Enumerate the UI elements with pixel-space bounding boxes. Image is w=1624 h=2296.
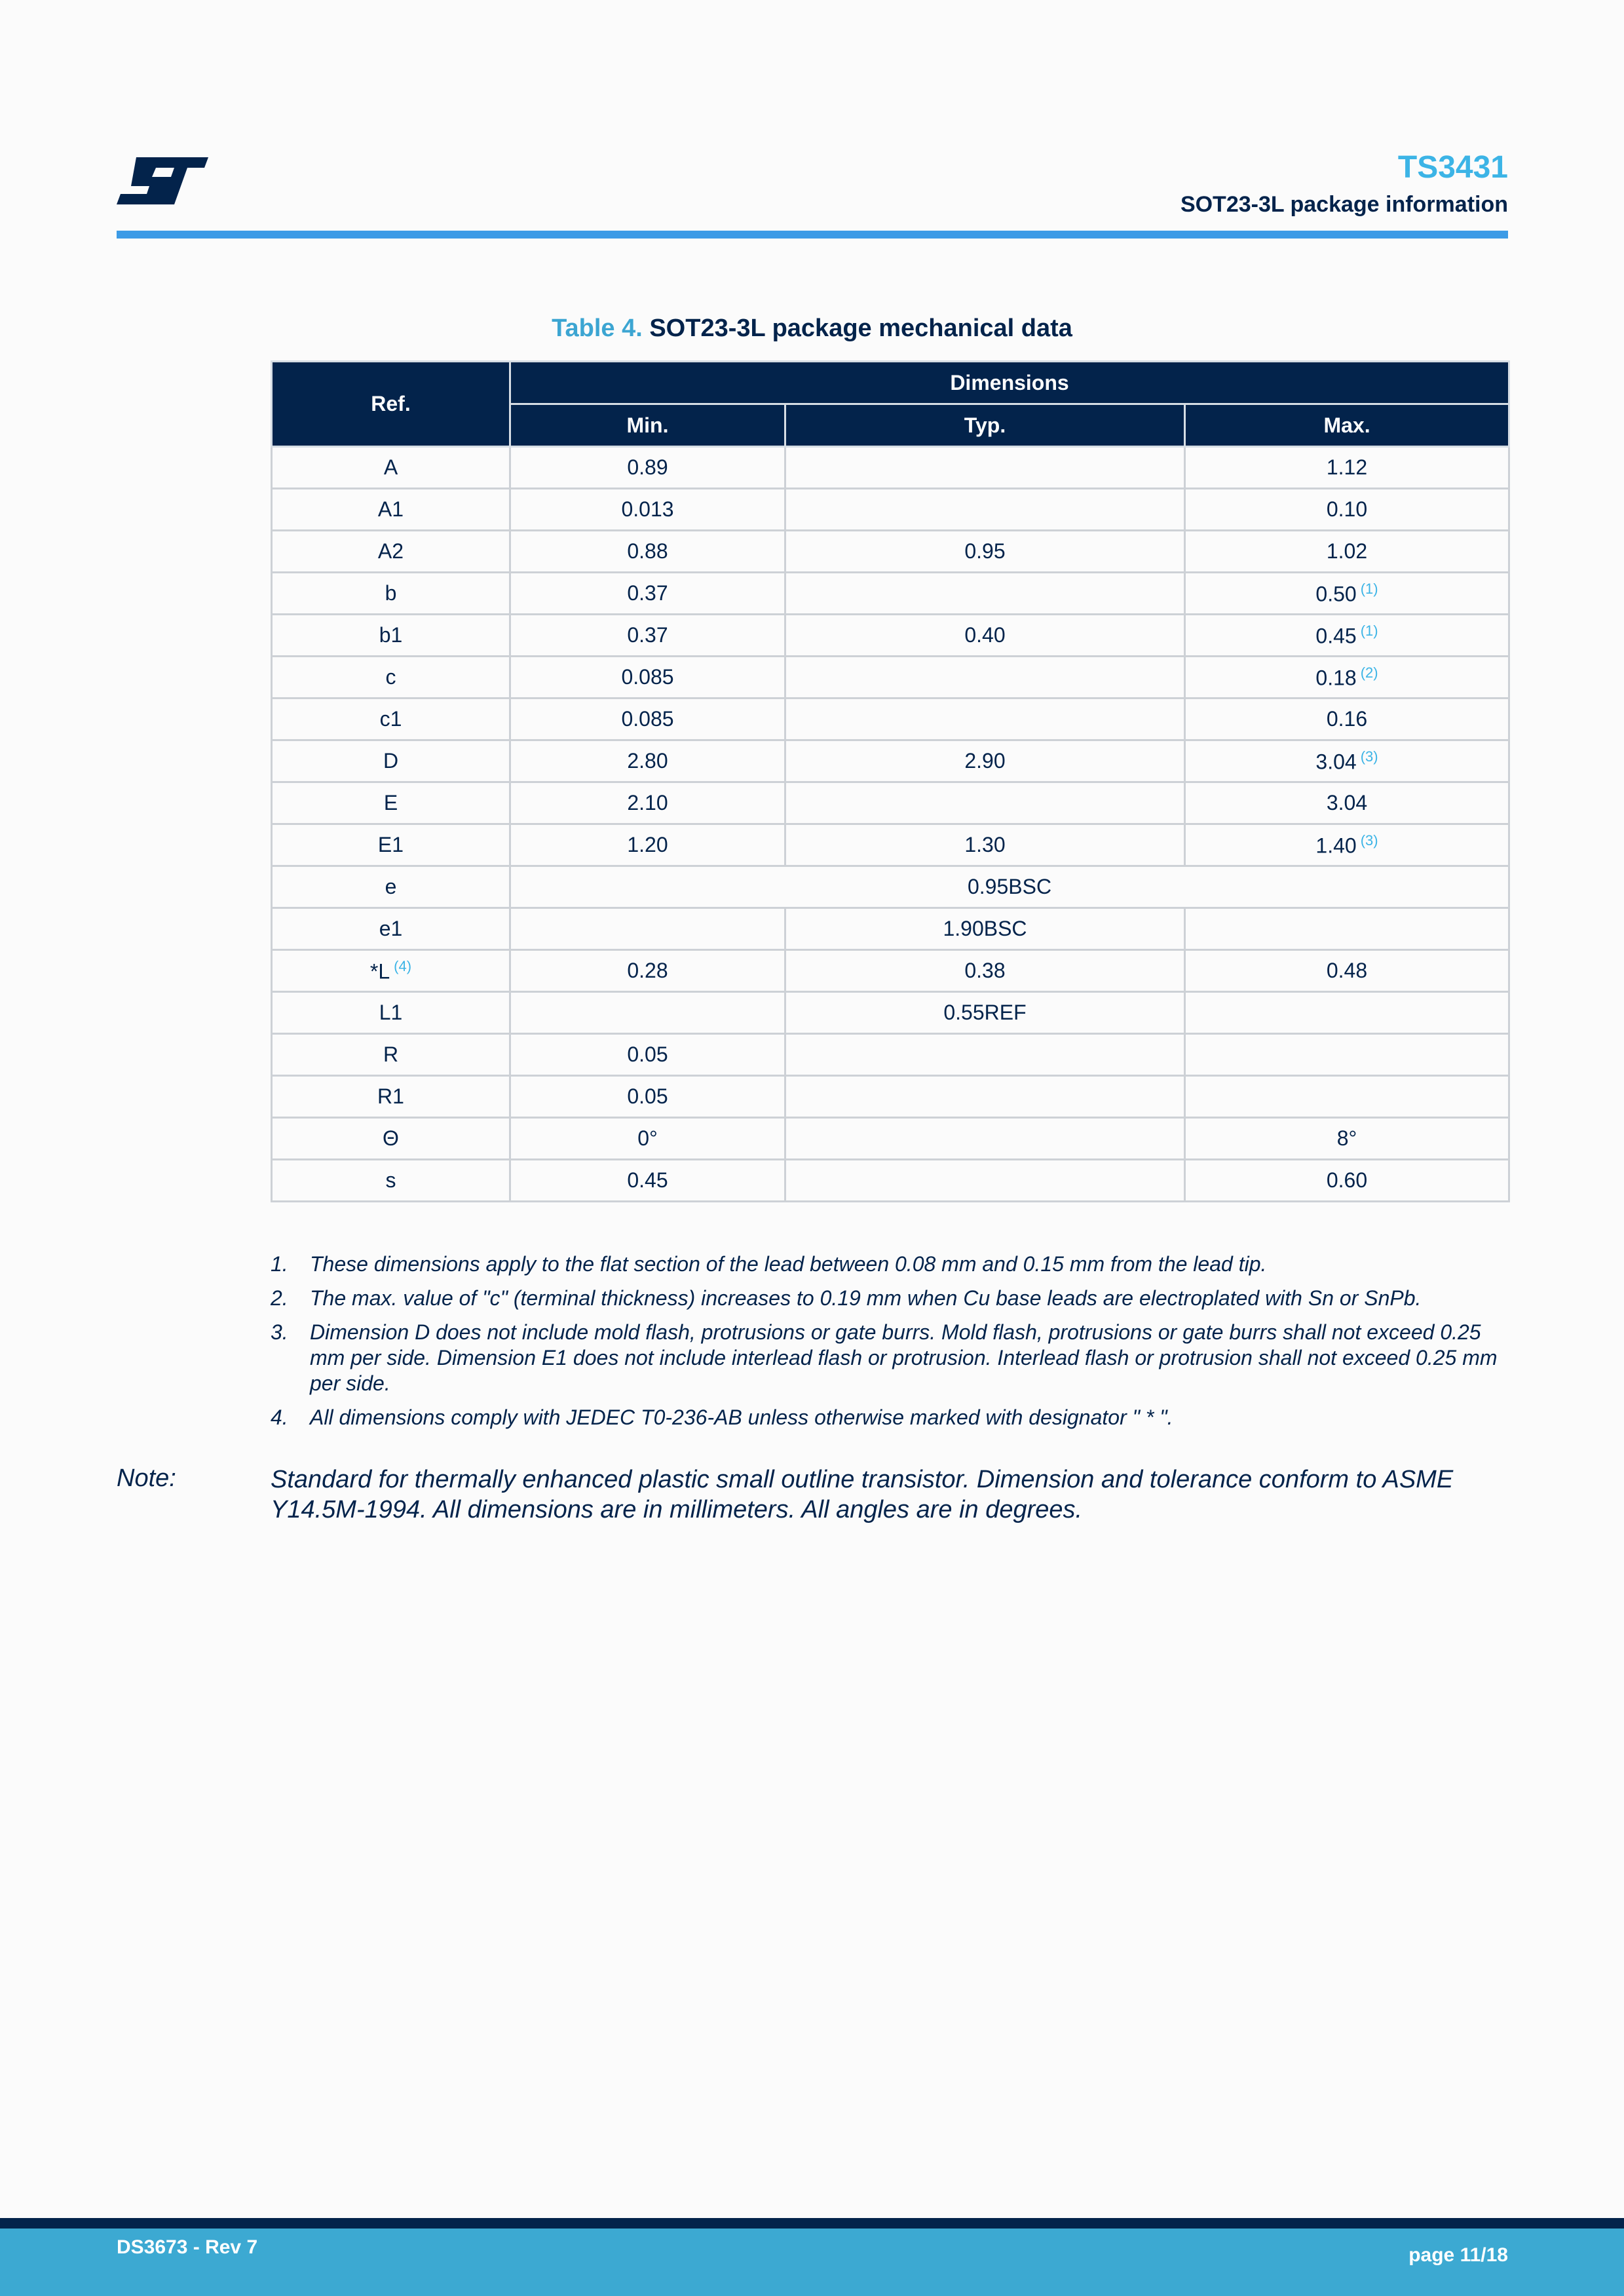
cell-ref bbox=[272, 908, 510, 950]
cell-max-value: 3.04 bbox=[1326, 791, 1368, 814]
cell-span bbox=[510, 866, 1509, 908]
table-row bbox=[272, 740, 1509, 782]
cell-max bbox=[1185, 740, 1509, 782]
footnote-ref: (1) bbox=[1360, 622, 1378, 639]
cell-max-value: 0.45 bbox=[1315, 624, 1357, 648]
cell-ref bbox=[272, 1160, 510, 1202]
footnote-ref: (1) bbox=[1360, 580, 1378, 597]
doc-id: DS3673 - Rev 7 bbox=[117, 2236, 258, 2258]
cell-typ-value: 0.55REF bbox=[943, 1001, 1027, 1024]
footnote-item bbox=[271, 1320, 1515, 1396]
cell-min-value: 0.085 bbox=[621, 665, 674, 689]
cell-typ-value: 2.90 bbox=[964, 749, 1006, 773]
cell-typ bbox=[785, 950, 1185, 992]
table-row bbox=[272, 992, 1509, 1034]
cell-max bbox=[1185, 782, 1509, 824]
table-row bbox=[272, 531, 1509, 573]
cell-min bbox=[510, 1118, 785, 1160]
cell-typ-value: 0.38 bbox=[964, 959, 1006, 982]
cell-min-value: 0° bbox=[637, 1126, 658, 1150]
cell-min bbox=[510, 698, 785, 740]
mechanical-data-table bbox=[271, 360, 1510, 1202]
cell-ref bbox=[272, 1034, 510, 1076]
cell-typ bbox=[785, 489, 1185, 531]
footnote-item bbox=[271, 1252, 1515, 1277]
cell-max-value: 8° bbox=[1336, 1126, 1357, 1150]
table-row bbox=[272, 950, 1509, 992]
table-row bbox=[272, 824, 1509, 866]
cell-min bbox=[510, 1034, 785, 1076]
product-title: TS3431 bbox=[1397, 150, 1508, 185]
cell-typ bbox=[785, 740, 1185, 782]
footnote-text: Dimension D does not include mold flash, protrusions or gate burrs. Mold flash, protrusions or gate burrs shall not exceed 0.25 mm per side. Dimension E1 does not include interlead flash or protrusion. Interlead flash or protrusion shall not exceed 0.25 mm per side. bbox=[310, 1320, 1498, 1395]
cell-max bbox=[1185, 698, 1509, 740]
cell-typ-value: 1.90BSC bbox=[943, 917, 1027, 940]
cell-ref bbox=[272, 531, 510, 573]
footnote-number: 2. bbox=[271, 1286, 288, 1310]
table-body bbox=[272, 447, 1509, 1202]
cell-ref-value: c1 bbox=[379, 707, 402, 731]
cell-min bbox=[510, 615, 785, 657]
cell-max bbox=[1185, 992, 1509, 1034]
cell-ref-value: D bbox=[383, 749, 399, 773]
table-row bbox=[272, 866, 1509, 908]
cell-ref bbox=[272, 447, 510, 489]
cell-ref bbox=[272, 657, 510, 698]
cell-max bbox=[1185, 615, 1509, 657]
cell-ref-value: L1 bbox=[379, 1001, 403, 1024]
footnotes bbox=[271, 1252, 1515, 1439]
table-row bbox=[272, 908, 1509, 950]
cell-ref-value: e1 bbox=[379, 917, 403, 940]
cell-max-value: 0.60 bbox=[1326, 1168, 1368, 1192]
cell-min bbox=[510, 824, 785, 866]
st-logo bbox=[117, 155, 208, 207]
cell-typ-value: 0.95 bbox=[964, 539, 1006, 563]
cell-min-value: 0.37 bbox=[627, 581, 668, 605]
cell-typ bbox=[785, 1160, 1185, 1202]
cell-ref bbox=[272, 698, 510, 740]
cell-min bbox=[510, 1160, 785, 1202]
table-row bbox=[272, 489, 1509, 531]
table-row bbox=[272, 1076, 1509, 1118]
header-max: Max. bbox=[1185, 404, 1509, 447]
cell-ref-value: e bbox=[385, 875, 397, 898]
cell-typ bbox=[785, 573, 1185, 615]
table-row bbox=[272, 615, 1509, 657]
cell-typ bbox=[785, 908, 1185, 950]
cell-typ bbox=[785, 1034, 1185, 1076]
cell-min-value: 0.45 bbox=[627, 1168, 668, 1192]
cell-ref-value: *L bbox=[369, 959, 390, 984]
footnote-ref: (2) bbox=[1360, 664, 1378, 681]
cell-typ bbox=[785, 1118, 1185, 1160]
cell-ref bbox=[272, 782, 510, 824]
cell-span-value: 0.95BSC bbox=[967, 875, 1052, 898]
cell-min-value: 0.28 bbox=[627, 959, 668, 982]
cell-ref-value: s bbox=[385, 1168, 396, 1192]
cell-max bbox=[1185, 824, 1509, 866]
cell-max bbox=[1185, 1034, 1509, 1076]
cell-ref bbox=[272, 866, 510, 908]
cell-max-value: 0.10 bbox=[1326, 497, 1368, 521]
footnote-ref: (3) bbox=[1360, 832, 1378, 849]
cell-ref-value: E1 bbox=[377, 833, 404, 856]
cell-min bbox=[510, 740, 785, 782]
footnote-ref: (4) bbox=[394, 957, 412, 974]
cell-ref bbox=[272, 950, 510, 992]
cell-min-value: 1.20 bbox=[627, 833, 668, 856]
cell-max-value: 0.18 bbox=[1315, 666, 1357, 690]
cell-ref bbox=[272, 824, 510, 866]
cell-max bbox=[1185, 908, 1509, 950]
cell-ref bbox=[272, 1118, 510, 1160]
section-title: SOT23-3L package information bbox=[1180, 192, 1508, 217]
cell-max bbox=[1185, 1076, 1509, 1118]
cell-max-value: 1.02 bbox=[1326, 539, 1368, 563]
cell-typ bbox=[785, 657, 1185, 698]
footnote-text: The max. value of "c" (terminal thickness) increases to 0.19 mm when Cu base leads are electroplated with Sn or SnPb. bbox=[310, 1286, 1422, 1310]
cell-max bbox=[1185, 1118, 1509, 1160]
footnote-text: All dimensions comply with JEDEC T0-236-AB unless otherwise marked with designator " * ". bbox=[310, 1406, 1173, 1429]
header-ref: Ref. bbox=[272, 362, 510, 447]
cell-min bbox=[510, 657, 785, 698]
cell-typ-value: 0.40 bbox=[964, 623, 1006, 647]
cell-ref bbox=[272, 1076, 510, 1118]
cell-typ-value: 1.30 bbox=[964, 833, 1006, 856]
footnote-item bbox=[271, 1405, 1515, 1430]
cell-min-value: 0.89 bbox=[627, 455, 668, 479]
cell-ref-value: A2 bbox=[377, 539, 404, 563]
cell-ref-value: b1 bbox=[379, 623, 403, 647]
cell-typ bbox=[785, 992, 1185, 1034]
cell-min bbox=[510, 782, 785, 824]
header-dimensions: Dimensions bbox=[510, 362, 1509, 404]
cell-max bbox=[1185, 1160, 1509, 1202]
cell-max bbox=[1185, 489, 1509, 531]
cell-ref-value: A1 bbox=[377, 497, 404, 521]
cell-min-value: 2.10 bbox=[627, 791, 668, 814]
cell-max bbox=[1185, 447, 1509, 489]
cell-max-value: 0.50 bbox=[1315, 582, 1357, 606]
cell-typ bbox=[785, 782, 1185, 824]
table-row bbox=[272, 1160, 1509, 1202]
cell-min-value: 0.085 bbox=[621, 707, 674, 731]
cell-ref-value: R1 bbox=[377, 1084, 404, 1108]
cell-ref bbox=[272, 615, 510, 657]
cell-min-value: 0.05 bbox=[627, 1043, 668, 1066]
cell-max-value: 3.04 bbox=[1315, 750, 1357, 774]
footer-rule bbox=[0, 2218, 1624, 2229]
cell-min bbox=[510, 447, 785, 489]
cell-min bbox=[510, 992, 785, 1034]
cell-min-value: 2.80 bbox=[627, 749, 668, 773]
cell-typ bbox=[785, 447, 1185, 489]
table-row bbox=[272, 447, 1509, 489]
cell-ref bbox=[272, 573, 510, 615]
cell-max-value: 0.48 bbox=[1326, 959, 1368, 982]
cell-typ bbox=[785, 615, 1185, 657]
cell-max-value: 1.40 bbox=[1315, 833, 1357, 858]
cell-max-value: 0.16 bbox=[1326, 707, 1368, 731]
table-title: SOT23-3L package mechanical data bbox=[649, 315, 1072, 342]
footnote-number: 3. bbox=[271, 1320, 288, 1344]
note-text: Standard for thermally enhanced plastic small outline transistor. Dimension and tolerance conform to ASME Y14.5M-1994. All dimensions are in millimeters. All angles are in degrees. bbox=[271, 1466, 1454, 1523]
note-label: Note: bbox=[117, 1464, 176, 1492]
table-row bbox=[272, 782, 1509, 824]
table-row bbox=[272, 657, 1509, 698]
footnote-number: 1. bbox=[271, 1252, 288, 1276]
cell-min bbox=[510, 489, 785, 531]
cell-min-value: 0.05 bbox=[627, 1084, 668, 1108]
cell-typ bbox=[785, 824, 1185, 866]
cell-max bbox=[1185, 573, 1509, 615]
table-caption bbox=[0, 315, 1624, 343]
footnote-text: These dimensions apply to the flat section of the lead between 0.08 mm and 0.15 mm from the lead tip. bbox=[310, 1252, 1267, 1276]
table-row bbox=[272, 698, 1509, 740]
cell-ref-value: Θ bbox=[383, 1126, 399, 1150]
cell-max bbox=[1185, 950, 1509, 992]
cell-ref bbox=[272, 992, 510, 1034]
table-row bbox=[272, 1034, 1509, 1076]
cell-ref-value: b bbox=[385, 581, 397, 605]
cell-min bbox=[510, 908, 785, 950]
cell-min-value: 0.37 bbox=[627, 623, 668, 647]
cell-ref-value: c bbox=[385, 665, 396, 689]
cell-typ bbox=[785, 531, 1185, 573]
header-min: Min. bbox=[510, 404, 785, 447]
footnote-ref: (3) bbox=[1360, 748, 1378, 765]
cell-ref-value: E bbox=[383, 791, 398, 814]
cell-max bbox=[1185, 657, 1509, 698]
cell-ref bbox=[272, 489, 510, 531]
footnote-number: 4. bbox=[271, 1406, 288, 1429]
cell-typ bbox=[785, 698, 1185, 740]
cell-min bbox=[510, 573, 785, 615]
cell-max bbox=[1185, 531, 1509, 573]
cell-min-value: 0.88 bbox=[627, 539, 668, 563]
cell-ref-value: R bbox=[383, 1043, 399, 1066]
table-number: Table 4. bbox=[552, 315, 643, 342]
header-typ: Typ. bbox=[785, 404, 1185, 447]
page-number: page 11/18 bbox=[1408, 2244, 1508, 2266]
cell-ref-value: A bbox=[383, 455, 398, 479]
table-row bbox=[272, 573, 1509, 615]
cell-min bbox=[510, 531, 785, 573]
table-row bbox=[272, 1118, 1509, 1160]
cell-min-value: 0.013 bbox=[621, 497, 674, 521]
cell-max-value: 1.12 bbox=[1326, 455, 1368, 479]
cell-min bbox=[510, 1076, 785, 1118]
cell-ref bbox=[272, 740, 510, 782]
cell-typ bbox=[785, 1076, 1185, 1118]
header-rule bbox=[117, 231, 1508, 239]
footnote-item bbox=[271, 1286, 1515, 1311]
cell-min bbox=[510, 950, 785, 992]
